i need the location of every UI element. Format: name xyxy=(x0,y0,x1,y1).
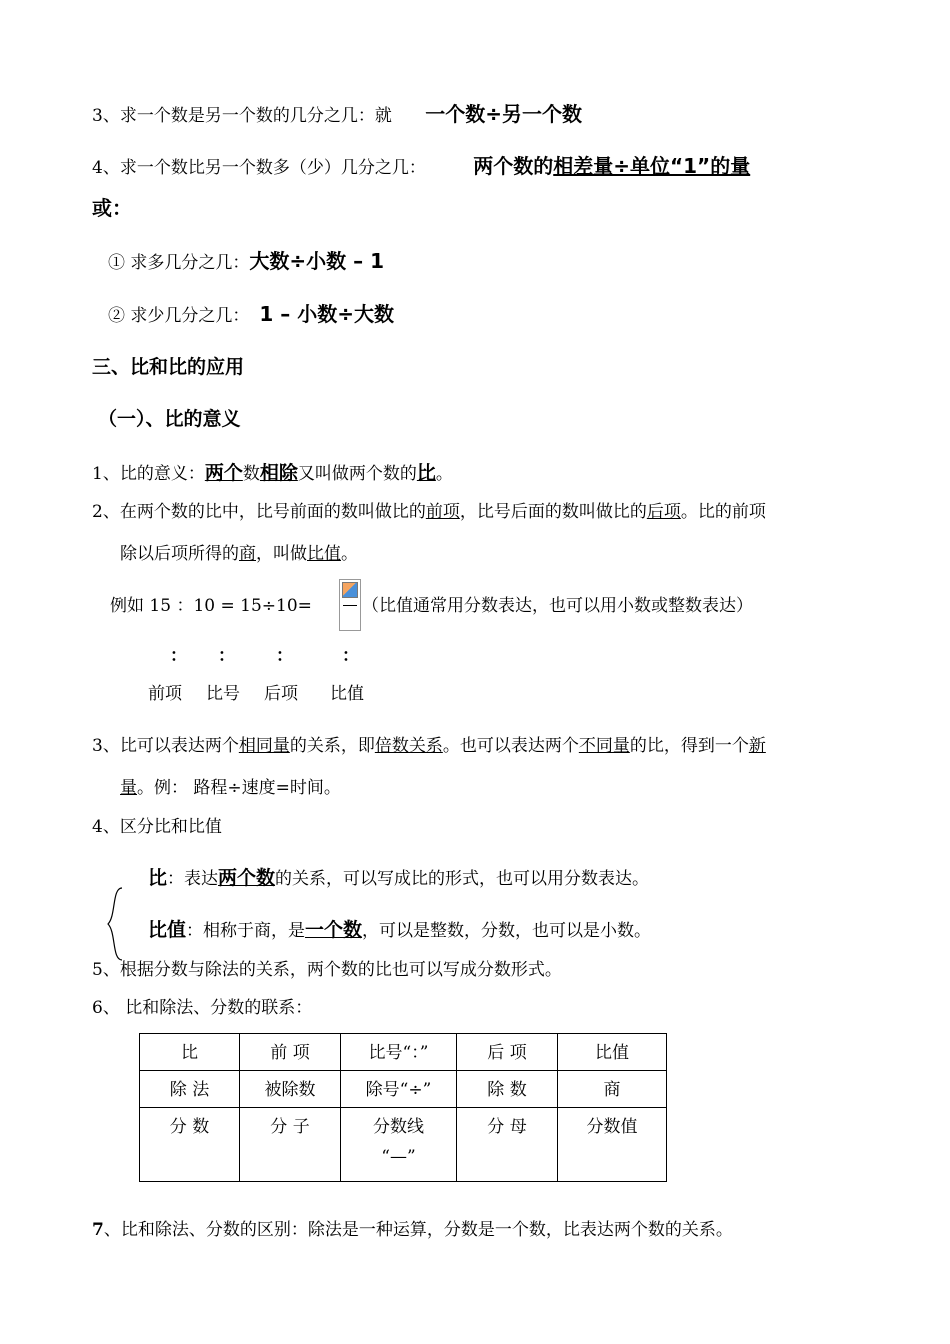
item-5: 5、根据分数与除法的关系，两个数的比也可以写成分数形式。 xyxy=(92,960,562,980)
rule-4-formula-pre: 两个数的 xyxy=(473,154,554,178)
rule-4-text: 4、求一个数比另一个数多（少）几分之几： xyxy=(92,158,426,178)
rule-3-formula: 一个数÷另一个数 xyxy=(425,102,582,126)
cell-text: 分 母 xyxy=(487,1117,527,1137)
label-ratio-value: 比值 xyxy=(330,684,364,704)
table-cell xyxy=(140,1034,240,1071)
item-2-line-1 xyxy=(92,500,766,524)
cell-text: 除 法 xyxy=(169,1080,210,1100)
table-cell xyxy=(558,1108,667,1182)
table-cell xyxy=(140,1108,240,1182)
rule-4-formula xyxy=(473,154,750,178)
cell-text: 商 xyxy=(603,1080,621,1100)
rule-more-label: ① 求多几分之几： xyxy=(108,253,250,273)
table-row xyxy=(140,1034,667,1071)
table-cell xyxy=(341,1034,457,1071)
item-1-prefix: 1、比的意义： xyxy=(92,464,205,484)
table-cell xyxy=(341,1071,457,1108)
item-3-text-g: 的比，得到一个 xyxy=(629,736,749,756)
item-2-text-f: 除以后项所得的 xyxy=(120,544,239,564)
item-3-multiple-relation: 倍数关系 xyxy=(374,736,443,756)
ratio-value-def-a: ：相称于商，是 xyxy=(186,921,306,941)
table-cell xyxy=(240,1108,341,1182)
cell-text: 除号“÷” xyxy=(365,1080,432,1100)
cell-text: 比 xyxy=(181,1043,198,1063)
item-3-example: 。例： 路程÷速度=时间。 xyxy=(137,778,341,798)
table-row xyxy=(140,1108,667,1182)
rule-less xyxy=(108,302,394,328)
item-2-front-term: 前项 xyxy=(425,502,460,522)
section-title: 三、比和比的应用 xyxy=(92,356,245,378)
colon-2: ： xyxy=(218,646,235,666)
table-cell xyxy=(240,1034,341,1071)
ratio-def-c: 的关系，可以写成比的形式，也可以用分数表达。 xyxy=(275,869,650,889)
item-3-text-c: 的关系，即 xyxy=(289,736,375,756)
cell-text: 分 数 xyxy=(169,1117,210,1137)
table-cell xyxy=(457,1034,558,1071)
table-cell xyxy=(558,1034,667,1071)
ratio-relation-table xyxy=(139,1033,667,1182)
cell-text: 被除数 xyxy=(264,1080,316,1100)
item-2-text-g: ，叫做 xyxy=(256,544,307,564)
rule-more xyxy=(108,249,384,275)
item-2-quotient: 商 xyxy=(239,544,256,564)
colon-1: ： xyxy=(170,646,187,666)
cell-text: 分 子 xyxy=(270,1117,310,1137)
image-placeholder-icon xyxy=(342,582,358,598)
item-7-text: 、比和除法、分数的区别：除法是一种运算，分数是一个数，比表达两个数的关系。 xyxy=(103,1220,733,1240)
item-1-number: 数 xyxy=(242,464,260,484)
item-1-ratio: 比 xyxy=(416,462,436,484)
item-3-text-e: 。也可以表达两个 xyxy=(442,736,579,756)
item-3-new: 新 xyxy=(748,736,766,756)
fraction-image-icon xyxy=(339,579,361,631)
cell-text: 前 项 xyxy=(270,1043,310,1063)
cell-text: 除 数 xyxy=(487,1080,527,1100)
ratio-value-def-c: ，可以是整数，分数，也可以是小数。 xyxy=(362,921,652,941)
item-2-text-e: 。比的前项 xyxy=(680,502,766,522)
item-7 xyxy=(92,1218,733,1242)
item-2-back-term: 后项 xyxy=(646,502,681,522)
table-cell xyxy=(341,1108,457,1182)
item-1-two: 两个 xyxy=(204,462,243,484)
item-1-middle: 又叫做两个数的 xyxy=(297,464,417,484)
example-expression: 例如 15 ：10 = 15÷10= xyxy=(110,596,312,616)
item-3-text-a: 3、比可以表达两个 xyxy=(92,736,239,756)
item-3-line-1 xyxy=(92,734,766,758)
rule-4-formula-underlined: 相差量÷单位“1”的量 xyxy=(553,154,751,178)
curly-brace-icon xyxy=(104,886,126,962)
rule-3 xyxy=(92,102,582,128)
item-2-text-a: 2、在两个数的比中，比号前面的数叫做比的 xyxy=(92,502,426,522)
colon-3: ： xyxy=(276,646,293,666)
item-6: 6、 比和除法、分数的联系： xyxy=(92,998,313,1018)
table-cell xyxy=(240,1071,341,1108)
cell-text: 比值 xyxy=(595,1043,629,1063)
fraction-bar xyxy=(343,605,357,606)
cell-text: 比号“：” xyxy=(368,1043,429,1063)
cell-text: 分数值 xyxy=(586,1117,638,1137)
cell-text: 分数线 xyxy=(373,1117,424,1137)
label-back-term: 后项 xyxy=(264,684,298,704)
ratio-two-numbers: 两个数 xyxy=(218,867,276,889)
ratio-value-term: 比值 xyxy=(148,919,187,941)
fraction-line-symbol: “—” xyxy=(381,1147,416,1167)
item-3-same-quantity: 相同量 xyxy=(238,736,290,756)
colon-4: ： xyxy=(342,646,359,666)
ratio-value-definition xyxy=(148,918,651,943)
rule-less-label: ② 求少几分之几： xyxy=(108,306,250,326)
cell-text: 后 项 xyxy=(487,1043,527,1063)
item-3-quantity: 量 xyxy=(120,778,137,798)
example-note: （比值通常用分数表达，也可以用小数或整数表达） xyxy=(362,596,753,616)
item-2-ratio-value: 比值 xyxy=(307,544,341,564)
rule-3-text: 3、求一个数是另一个数的几分之几：就 xyxy=(92,106,392,126)
table-row xyxy=(140,1071,667,1108)
rule-4-or: 或： xyxy=(92,196,132,220)
ratio-term: 比 xyxy=(148,867,168,889)
rule-less-formula: 1 – 小数÷大数 xyxy=(259,302,395,326)
item-2-line-2 xyxy=(120,542,358,566)
item-2-text-h: 。 xyxy=(341,544,358,564)
item-3-line-2 xyxy=(120,776,341,800)
item-3-different-quantity: 不同量 xyxy=(578,736,630,756)
ratio-def-a: ：表达 xyxy=(167,869,219,889)
table-cell xyxy=(457,1071,558,1108)
item-1-end: 。 xyxy=(435,464,453,484)
ratio-value-one-number: 一个数 xyxy=(305,919,363,941)
item-4: 4、区分比和比值 xyxy=(92,817,222,837)
item-7-number: 7 xyxy=(92,1220,104,1240)
label-ratio-sign: 比号 xyxy=(206,684,240,704)
label-front-term: 前项 xyxy=(148,684,182,704)
item-2-text-c: ，比号后面的数叫做比的 xyxy=(459,502,647,522)
table-cell xyxy=(140,1071,240,1108)
table-cell xyxy=(558,1071,667,1108)
item-1 xyxy=(92,461,453,486)
rule-4 xyxy=(92,154,750,180)
table-cell xyxy=(457,1108,558,1182)
rule-more-formula: 大数÷小数 – 1 xyxy=(249,249,385,273)
item-1-divide: 相除 xyxy=(259,462,298,484)
section-subtitle: （一）、比的意义 xyxy=(98,408,241,430)
ratio-definition xyxy=(148,866,649,891)
